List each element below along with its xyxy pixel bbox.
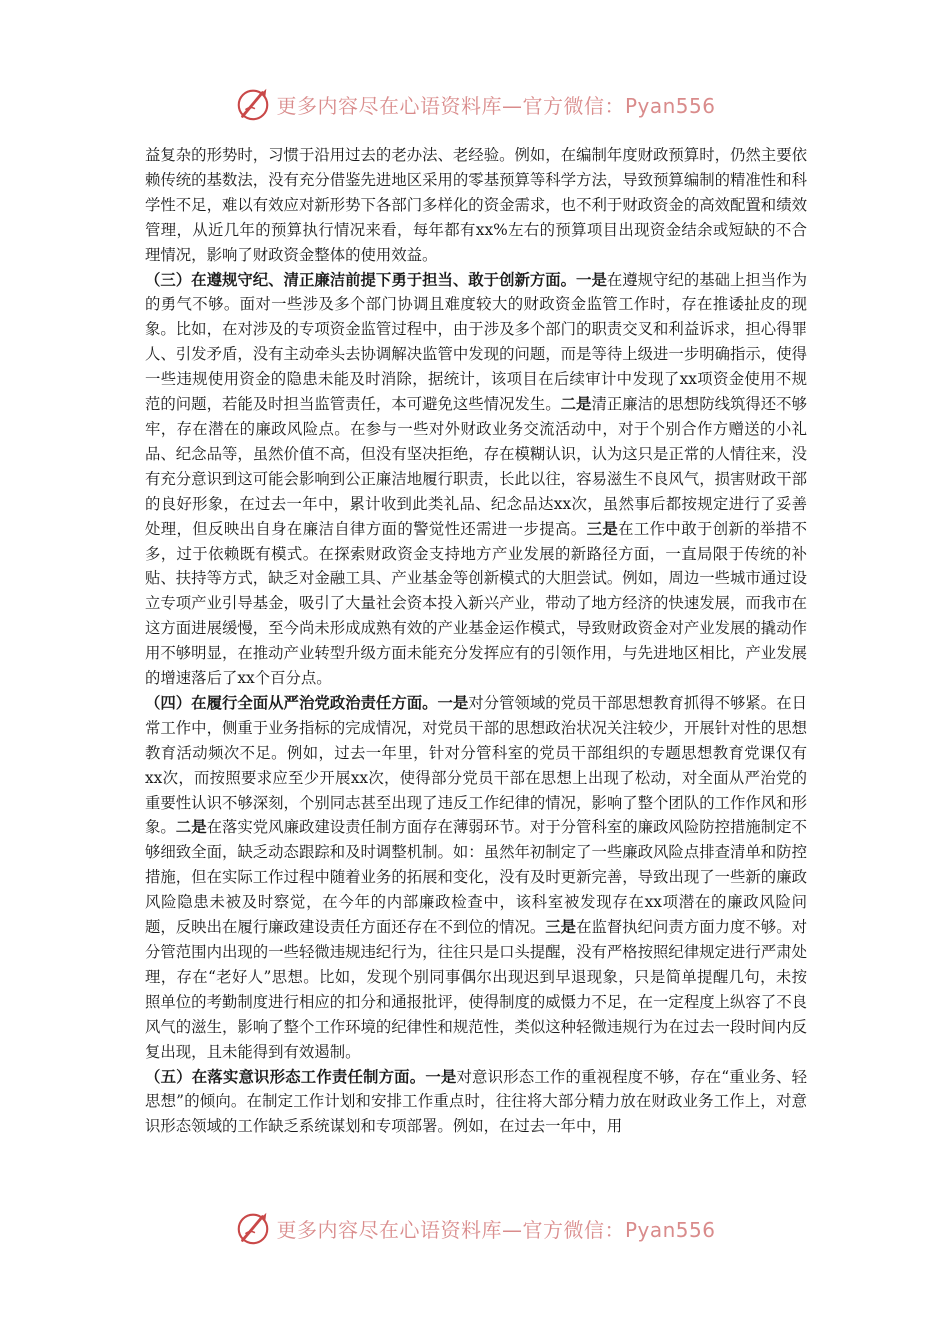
bold-heading-text: 二是 bbox=[175, 818, 207, 837]
body-text: 对分管领域的党员干部思想教育抓得不够紧。在日常工作中，侧重于业务指标的完成情况，对党员干部的思想政治状况关注较少，开展针对性的思想教育活动频次不足。例如，过去一年里，针对分管科室的党员干部组织的专题思想教育党课仅有xx次，而按照要求应至少开展xx次，使得部分党员干部在思想上出现了松动，对全面从严治党的重要性认识不够深刻，个别同志甚至出现了违反工作纪律的情况，影响了整个团队的工作作风和形象。 bbox=[145, 693, 807, 837]
brush-logo-icon bbox=[234, 85, 272, 123]
body-text: 在遵规守纪的基础上担当作为的勇气不够。面对一些涉及多个部门协调且难度较大的财政资金监管工作时，存在推诿扯皮的现象。比如，在对涉及的专项资金监管过程中，由于涉及多个部门的职责交叉和利益诉求，担心得罪人、引发矛盾，没有主动牵头去协调解决监管中发现的问题，而是等待上级进一步明确指示，使得一些违规使用资金的隐患未能及时消除，据统计，该项目在后续审计中发现了xx项资金使用不规范的问题，若能及时担当监管责任，本可避免这些情况发生。 bbox=[145, 270, 807, 414]
paragraph bbox=[145, 1065, 807, 1140]
banner-text: 更多内容尽在心语资料库—官方微信：Pyan556 bbox=[276, 93, 716, 118]
body-text: 在工作中敢于创新的举措不多，过于依赖既有模式。在探索财政资金支持地方产业发展的新路径方面，一直局限于传统的补贴、扶持等方式，缺乏对金融工具、产业基金等创新模式的大胆尝试。例如，周边一些城市通过设立专项产业引导基金，吸引了大量社会资本投入新兴产业，带动了地方经济的快速发展，而我市在这方面进展缓慢，至今尚未形成成熟有效的产业基金运作模式，导致财政资金对产业发展的撬动作用不够明显，在推动产业转型升级方面未能充分发挥应有的引领作用，与先进地区相比，产业发展的增速落后了xx个百分点。 bbox=[145, 519, 807, 688]
bold-heading-text: （五）在落实意识形态工作责任制方面。一是 bbox=[145, 1067, 457, 1086]
paragraph bbox=[145, 268, 807, 691]
paragraph bbox=[145, 143, 807, 268]
document-body bbox=[145, 143, 807, 1139]
body-text: 在落实党风廉政建设责任制方面存在薄弱环节。对于分管科室的廉政风险防控措施制定不够细致全面，缺乏动态跟踪和及时调整机制。如：虽然年初制定了一些廉政风险点排查清单和防控措施，但在实际工作过程中随着业务的拓展和变化，没有及时更新完善，导致出现了一些新的廉政风险隐患未被及时察觉，在今年的内部廉政检查中，该科室被发现存在xx项潜在的廉政风险问题，反映出在履行廉政建设责任方面还存在不到位的情况。 bbox=[145, 818, 807, 937]
bold-heading-text: （三）在遵规守纪、清正廉洁前提下勇于担当、敢于创新方面。一是 bbox=[145, 270, 607, 289]
bold-heading-text: （四）在履行全面从严治党政治责任方面。一是 bbox=[145, 693, 469, 712]
body-text: 对意识形态工作的重视程度不够，存在“重业务、轻思想”的倾向。在制定工作计划和安排工作重点时，往往将大部分精力放在财政业务工作上，对意识形态领域的工作缺乏系统谋划和专项部署。例如，在过去一年中，用 bbox=[145, 1067, 807, 1136]
body-text: 在监督执纪问责方面力度不够。对分管范围内出现的一些轻微违规违纪行为，往往只是口头提醒，没有严格按照纪律规定进行严肃处理，存在“老好人”思想。比如，发现个别同事偶尔出现迟到早退现象，只是简单提醒几句，未按照单位的考勤制度进行相应的扣分和通报批评，使得制度的威慑力不足，在一定程度上纵容了不良风气的滋生，影响了整个工作环境的纪律性和规范性，类似这种轻微违规行为在过去一段时间内反复出现，且未能得到有效遏制。 bbox=[145, 918, 807, 1061]
paragraph bbox=[145, 691, 807, 1065]
brush-logo-icon bbox=[234, 1209, 272, 1247]
bold-heading-text: 三是 bbox=[545, 918, 577, 937]
body-text: 清正廉洁的思想防线筑得还不够牢，存在潜在的廉政风险点。在参与一些对外财政业务交流活动中，对于个别合作方赠送的小礼品、纪念品等，虽然价值不高，但没有坚决拒绝，存在模糊认识，认为这只是正常的人情往来，没有充分意识到这可能会影响到公正廉洁地履行职责，长此以往，容易滋生不良风气，损害财政干部的良好形象，在过去一年中，累计收到此类礼品、纪念品达xx次，虽然事后都按规定进行了妥善处理，但反映出自身在廉洁自律方面的警觉性还需进一步提高。 bbox=[145, 395, 807, 538]
bold-heading-text: 二是 bbox=[560, 395, 592, 414]
footer-banner bbox=[0, 1206, 950, 1250]
banner-text: 更多内容尽在心语资料库—官方微信：Pyan556 bbox=[276, 1217, 716, 1242]
header-banner bbox=[0, 82, 950, 126]
bold-heading-text: 三是 bbox=[586, 519, 619, 538]
body-text: 益复杂的形势时，习惯于沿用过去的老办法、老经验。例如，在编制年度财政预算时，仍然主要依赖传统的基数法，没有充分借鉴先进地区采用的零基预算等科学方法，导致预算编制的精准性和科学性不足，难以有效应对新形势下各部门多样化的资金需求，也不利于财政资金的高效配置和绩效管理，从近几年的预算执行情况来看，每年都有xx%左右的预算项目出现资金结余或短缺的不合理情况，影响了财政资金整体的使用效益。 bbox=[145, 146, 807, 264]
